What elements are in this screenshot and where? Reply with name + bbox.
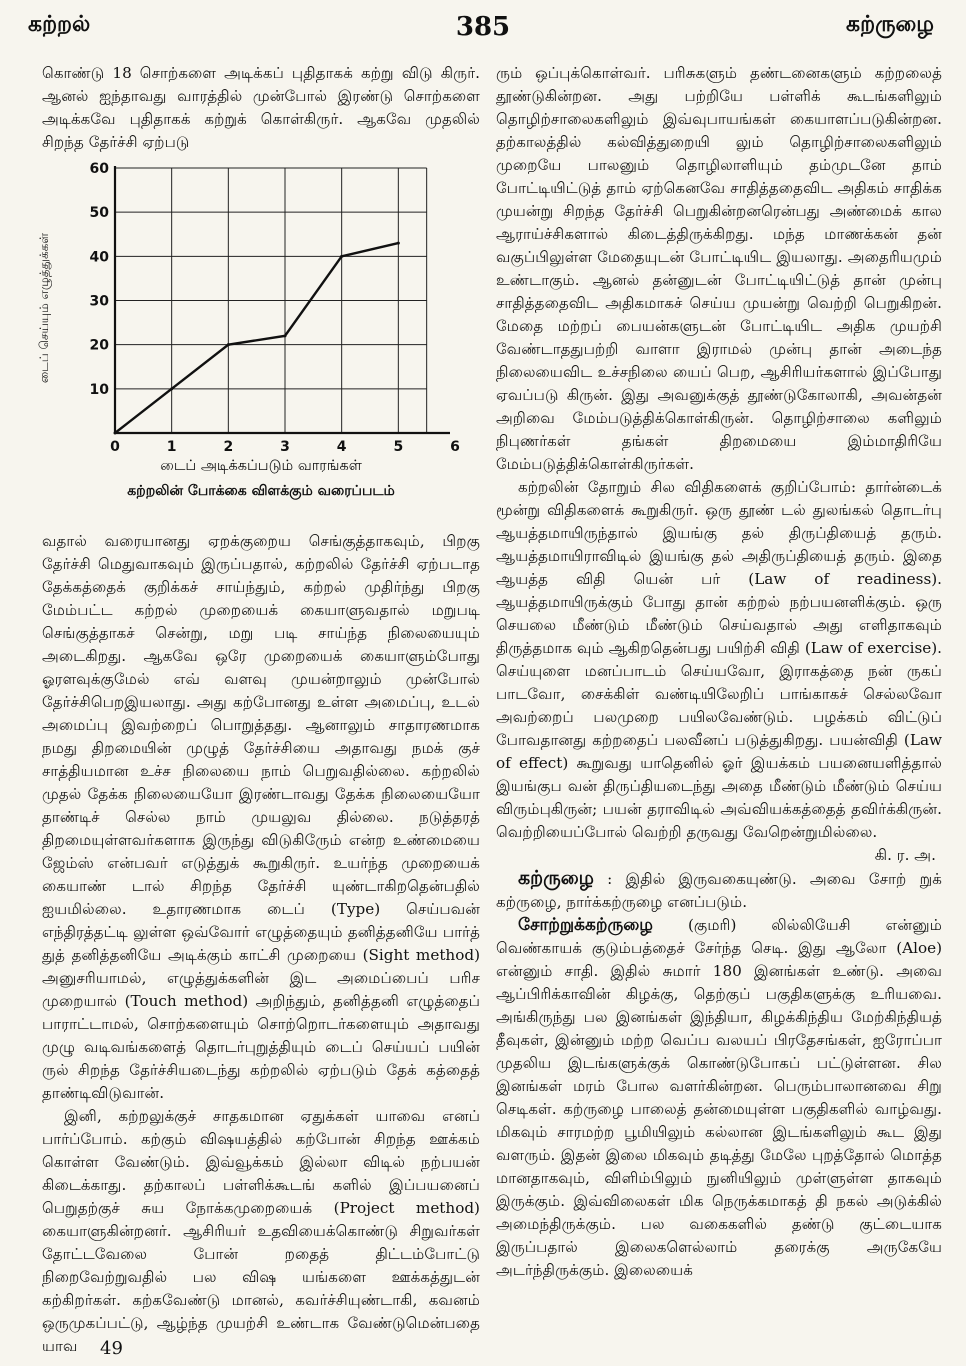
chart-points	[114, 242, 400, 435]
learning-curve-chart	[30, 158, 470, 458]
chart-x-axis-label: டைப் அடிக்கப்படும் வாரங்கள்	[160, 458, 362, 474]
entry-intro: : இதில் இருவகையுண்டு. அவை சோற் றுக் கற்ருழை, நார்க்கற்ருழை எனப்படும்.	[496, 870, 942, 911]
chart-point	[284, 334, 287, 337]
chart-point	[114, 432, 117, 435]
entry-term: கற்ருழை	[518, 867, 594, 889]
entry-subterm: சோற்றுக்கற்ருழை	[518, 915, 653, 935]
x-tick-label: 6	[450, 439, 460, 455]
x-tick-label: 4	[336, 439, 347, 455]
paragraph-learning-factors: இனி, கற்றலுக்குச் சாதகமான ஏதுக்கள் யாவை எனப் பார்ப்போம். கற்கும் விஷயத்தில் கற்போன் சிறந்த ஊக்கம் கொள்ள வேண்டும். இவ்வூக்கம் இல்லா விடில் நற்பயன் கிடைக்காது. தற்காலப் பள்ளிக்கூடங் களில் இப்பயனைப் பெறுதற்குச் சுய நோக்கமுறையைக் (Project method) கையாளுகின்றனர். ஆசிரியர் உதவியைக்கொண்டு சிறுவர்கள் தோட்டவேலை போன் றதைத் திட்டம்போட்டு நிறைவேற்றுவதில் பல விஷ யங்களை ஊக்கத்துடன் கற்கிறர்கள். கற்கவேண்டு மானல், கவர்ச்சியுண்டாகி, கவனம் ஒருமுகப்பட்டு, ஆழ்ந்த முயற்சி உண்டாக வேண்டுமென்பதை யாவ	[42, 1107, 480, 1355]
author-signature: கி. ர. அ.	[874, 846, 936, 864]
right-column	[496, 62, 942, 1282]
chart-title: கற்றலின் போக்கை விளக்கும் வரைப்படம்	[127, 483, 395, 499]
running-head-left: கற்றல்	[28, 12, 91, 37]
x-tick-label: 5	[393, 439, 404, 455]
x-tick-label: 1	[166, 439, 177, 455]
chart-point	[170, 387, 173, 390]
y-tick-label: 30	[89, 293, 109, 310]
paragraph-thorndike-laws: கற்றலின் தோறும் சில விதிகளைக் குறிப்போம்: தார்ன்டைக் மூன்று விதிகளைக் கூறுகிருர். ஒரு தூண் டல் துலங்கல் தொடர்பு ஆயத்தமாயிருந்தால் இயங்கு தல் திருப்தியைத் தரும். ஆயத்தமாயிராவிடில் இயங்கு தல் அதிருப்தியைத் தரும். இதை ஆயத்த விதி யென் பர் (Law of readiness). ஆயத்தமாயிருக்கும் போது தான் கற்றல் நற்பயனளிக்கும். ஒரு செயலை மீண்டும் மீண்டும் செய்வதால் அது எளிதாகவும் திருத்தமாக வும் ஆகிறதென்பது பயிற்சி விதி (Law of exercise). செய்யுளை மனப்பாடம் செய்யவோ, இராகத்தை நன் ருகப் பாடவோ, சைக்கிள் வண்டியிலேறிப் பாங்காகச் செல்லவோ அவற்றைப் பலமுறை பயிலவேண்டும். பழக்கம் விட்டுப் போவதானது கற்றதைப் பலவீனப் படுத்துகிறது. பயன்விதி (Law of effect) கூறுவது யாதெனில் ஓர் இயக்கம் பயனையளித்தால் இயங்குப வன் திருப்தியடைந்து அதை மீண்டும் மீண்டும் செய்ய விரும்புகிருன்; பயன் தராவிடில் அவ்வியக்கத்தைத் தவிர்க்கிருன். வெற்றியைப்போல் வெற்றி தருவது வேறென்றுமில்லை.	[496, 478, 942, 841]
x-tick-label: 0	[110, 439, 120, 455]
left-bottom-text	[42, 530, 480, 1358]
y-tick-label: 50	[89, 205, 109, 222]
entry-sotru-kattrazhai	[496, 914, 942, 1282]
paragraph-curve-explanation: வதால் வரையானது ஏறக்குறைய செங்குத்தாகவும், பிறகு தேர்ச்சி மெதுவாகவும் இருப்பதால், கற்றலில் தேர்ச்சி ஏற்படாத தேக்கத்தைக் குறிக்கச் சாய்ந்தும், கற்றல் முதிர்ந்து பிறகு மேம்பட்ட கற்றல் முறையைக் கையாளுவதால் மறுபடி செங்குத்தாகச் சென்று, மறு படி சாய்ந்த நிலையையும் அடைகிறது. ஆகவே ஒரே முறையைக் கையாளும்போது ஓரளவுக்குமேல் எவ் வளவு முயன்றாலும் முன்போல் தேர்ச்சிபெறஇயலாது. அது கற்போனது உள்ள அமைப்பு, உடல் அமைப்பு இவற்றைப் பொறுத்தது. ஆனாலும் சாதாரணமாக நமது திறமையின் முழுத் தேர்ச்சியை அதாவது நமக் குச் சாத்தியமான உச்ச நிலையை நாம் பெறுவதில்லை. கற்றலில் முதல் தேக்க நிலையையோ இரண்டாவது தேக்க நிலையையோ தாண்டிச் செல்ல நாம் முயலுவ தில்லை. நடுத்தரத் திறமையுள்ளவர்களாக இருந்து விடுகிருேம் என்ற உண்மையை ஜேம்ஸ் என்பவர் எடுத்துக் கூறுகிருர். உயர்ந்த முறையைக் கையாண் டால் சிறந்த தேர்ச்சி யுண்டாகிறதென்பதில் ஐயமில்லை. உதாரணமாக டைப் (Type) செய்பவன் எந்திரத்தட்டி லுள்ள ஒவ்வோர் எழுத்தையும் தனித்தனியே பார்த் துத் தனித்தனியே அடிக்கும் காட்சி முறையை (Sight method) அனுசரியாமல், எழுத்துக்களின் இட அமைப்பைப் பரிச முறையால் (Touch method) அறிந்தும், தனித்தனி எழுத்தைப் பாராட்டாமல், சொற்களையும் சொற்றொடர்களையும் அதாவது முழு வடிவங்களைத் தொடர்புறுத்தியும் டைப் செய்யப் பயின் ருல் சிறந்த தேர்ச்சியடைந்து கற்றலில் ஏற்படும் தேக் கத்தைத் தாண்டிவிடுவான்.	[42, 532, 480, 1102]
paragraph-rewards: ரும் ஒப்புக்கொள்வர். பரிசுகளும் தண்டனைகளும் கற்றலைத் தூண்டுகின்றன. அது பற்றியே பள்ளிக் கூடங்களிலும் தொழிற்சாலைகளிலும் இவ்வுபாயங்கள் கையாளப்படுகின்றன. தற்காலத்தில் கல்வித்துறையி லும் தொழிற்சாலைகளிலும் முறையே பாலனும் தொழிலாளியும் தம்முடனே தாம் போட்டியிட்டுத் தாம் ஏற்கெனவே சாதித்ததைவிட அதிகம் சாதிக்க முயன்று சிறந்த தேர்ச்சி பெறுகின்றனரென்பது அண்மைக் கால ஆராய்ச்சிகளால் கிடைத்திருக்கிறது. மந்த மாணக்கன் தன் வகுப்பிலுள்ள மேதையுடன் போட்டியிட இயலாது. அதைரியமும் உண்டாகும். ஆனல் தன்னுடன் போட்டியிட்டுத் தான் முன்பு சாதித்ததைவிட அதிகமாகச் செய்ய முயன்று வெற்றி பெறுகிறன். மேதை மற்றப் பையன்களுடன் போட்டியிட அதிக முயற்சி வேண்டாததுபற்றி வாளா இராமல் முன்பு தான் அடைந்த நிலையைவிட உச்சநிலை யைப் பெற, ஆசிரியர்களால் இப்போது ஏவப்படு கிருன். இது அவனுக்குத் தூண்டுகோலாகி, அவன்தன் அறிவை மேம்படுத்திக்கொள்கிருன். தொழிற்சாலை களிலும் நிபுணர்கள் தங்கள் திறமையை இம்மாதிரியே மேம்படுத்திக்கொள்கிருர்கள்.	[496, 64, 942, 473]
entry-body: (குமரி) லில்லியேசி என்னும் வெண்காயக் குடும்பத்தைச் சேர்ந்த செடி. இது ஆலோ (Aloe) என்னும் சாதி. இதில் சுமார் 180 இனங்கள் உண்டு. அவை ஆப்பிரிக்காவின் கிழக்கு, தெற்குப் பகுதிகளுக்கு உரியவை. அங்கிருந்து பல இனங்கள் இந்தியா, கிழக்கிந்திய மேற்கிந்தியத் தீவுகள், இன்னும் மற்ற வெப்ப வலயப் பிரதேசங்கள், ஐரோப்பா முதலிய இடங்களுக்குக் கொண்டுபோகப் பட்டுள்ளன. சில இனங்கள் மரம் போல வளர்கின்றன. பெரும்பாலானவை சிறு செடிகள். கற்ருழை பாலைத் தன்மையுள்ள பகுதிகளில் வாழ்வது. மிகவும் சாரமற்ற பூமியிலும் கல்லான இடங்களிலும் கூட இது வளரும். இதன் இலை மிகவும் தடித்து மேலே புறத்தோல் மொத்த மானதாகவும், விளிம்பிலும் நுனியிலும் முள்ளுள்ள தாகவும் இருக்கும். இவ்விலைகள் மிக நெருக்கமாகத் தி நகல் அடுக்கில் அமைந்திருக்கும். பல வகைகளில் தண்டு குட்டையாக இருப்பதால் இலைகளெல்லாம் தரைக்கு அருகேயே அடர்ந்திருக்கும். இலையைக்	[496, 916, 943, 1279]
page-number: 385	[455, 12, 511, 42]
x-tick-label: 2	[223, 439, 234, 455]
chart-grid	[115, 168, 427, 433]
running-head-right: கற்ருழை	[846, 12, 934, 37]
chart-series-line	[115, 243, 398, 433]
y-tick-label: 20	[89, 337, 109, 354]
chart-point	[227, 343, 230, 346]
y-tick-label: 10	[89, 381, 109, 398]
chart-point	[340, 255, 343, 258]
footer-page-ref: 49	[100, 1338, 123, 1359]
x-tick-label: 3	[280, 439, 290, 455]
y-tick-label: 60	[89, 161, 109, 177]
left-top-paragraph: கொண்டு 18 சொற்களை அடிக்கப் புதிதாகக் கற்று விடு கிருர். ஆனல் ஐந்தாவது வாரத்தில் முன்போல் இரண்டு சொற்களை அடிக்கவே புதிதாகக் கற்றுக் கொள்கிருர். ஆகவே முதலில் சிறந்த தேர்ச்சி ஏற்படு	[42, 64, 480, 151]
entry-kattrazhai	[496, 867, 942, 914]
y-tick-label: 40	[89, 249, 109, 266]
chart-y-axis-label: டைப் செய்யும் எழுத்துக்கள்	[37, 232, 51, 384]
chart-point	[397, 242, 400, 245]
